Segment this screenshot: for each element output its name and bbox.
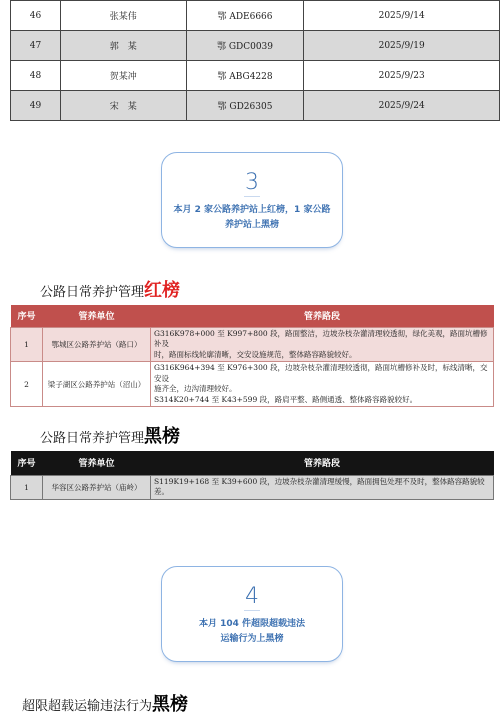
plate-number: 鄂 ABG4228 <box>186 61 304 91</box>
row-seq: 2 <box>11 362 43 407</box>
row-seq: 1 <box>11 475 43 499</box>
row-number: 48 <box>11 61 61 91</box>
row-road <box>151 327 494 362</box>
road-line: G316K978+000 至 K997+800 段，路面整洁，边坡杂枝杂灌清理较透彻，绿化美观，路面坑槽修补及 <box>154 328 488 348</box>
badge-text-line-2: 运输行为上黑榜 <box>220 634 284 644</box>
row-number: 46 <box>11 1 61 31</box>
overload-list-title <box>22 690 188 715</box>
red-list-title-prefix: 公路日常养护管理 <box>40 285 145 300</box>
violation-date: 2025/9/23 <box>304 61 500 91</box>
violation-date: 2025/9/14 <box>304 1 500 31</box>
header-unit: 管养单位 <box>43 451 151 475</box>
row-road <box>151 362 494 407</box>
header-seq: 序号 <box>11 451 43 475</box>
badge-text-line-1: 本月 104 件超限超载违法 <box>198 619 306 629</box>
road-line: G316K964+394 至 K976+300 段，边坡杂枝杂灌清理较透彻，路面坑槽修补及时，标线清晰，交安设 <box>154 363 488 383</box>
table-header-row <box>11 451 494 475</box>
badge-number: 3 <box>245 170 259 195</box>
overload-title-highlight: 黑榜 <box>152 694 189 715</box>
road-line: 施齐全，边沟清理较好。 <box>154 384 237 393</box>
violations-table <box>10 0 500 121</box>
plate-number: 鄂 ADE6666 <box>186 1 304 31</box>
table-row <box>11 61 500 91</box>
driver-name: 郭 某 <box>60 31 186 61</box>
table-row <box>11 362 494 407</box>
header-unit: 管养单位 <box>43 305 151 327</box>
badge-divider <box>244 196 260 197</box>
row-road: S119K19+168 至 K39+600 段，边坡杂枝杂灌清理缓慢，路面拥包处理不及时，整体路容路貌较差。 <box>151 475 494 499</box>
row-seq: 1 <box>11 327 43 362</box>
badge-text-line-2: 养护站上黑榜 <box>224 220 279 230</box>
header-road: 管养路段 <box>151 305 494 327</box>
badge-divider <box>244 610 260 611</box>
table-row <box>11 1 500 31</box>
summary-badge-3 <box>161 152 343 248</box>
header-seq: 序号 <box>11 305 43 327</box>
road-line: S314K20+744 至 K43+599 段，路肩平整、路侧通透、整体路容路貌较好。 <box>154 394 418 404</box>
red-list-table <box>10 305 494 407</box>
table-header-row <box>11 305 494 327</box>
row-unit: 鄂城区公路养护站（路口） <box>43 327 151 362</box>
red-list-title-highlight: 红榜 <box>144 280 181 301</box>
plate-number: 鄂 GDC0039 <box>186 31 304 61</box>
table-row <box>11 31 500 61</box>
overload-title-prefix: 超限超载运输违法行为 <box>22 699 153 714</box>
red-list-title <box>40 276 180 302</box>
plate-number: 鄂 GD26305 <box>186 91 304 121</box>
driver-name: 贺某冲 <box>60 61 186 91</box>
violation-date: 2025/9/24 <box>304 91 500 121</box>
row-number: 47 <box>11 31 61 61</box>
road-line: 时，路面标线轮廓清晰，交安设施规范，整体路容路貌较好。 <box>154 349 357 359</box>
badge-text-line-1: 本月 2 家公路养护站上红榜，1 家公路 <box>173 205 331 215</box>
black-list-title-prefix: 公路日常养护管理 <box>40 431 145 446</box>
summary-badge-4 <box>161 566 343 662</box>
row-unit: 华容区公路养护站（庙岭） <box>43 475 151 499</box>
row-number: 49 <box>11 91 61 121</box>
header-road: 管养路段 <box>151 451 494 475</box>
black-list-title-highlight: 黑榜 <box>144 426 181 447</box>
black-list-table <box>10 451 494 500</box>
table-row <box>11 475 494 499</box>
violation-date: 2025/9/19 <box>304 31 500 61</box>
table-row <box>11 91 500 121</box>
badge-number: 4 <box>245 584 259 609</box>
row-unit: 梁子湖区公路养护站（沼山） <box>43 362 151 407</box>
black-list-title <box>40 422 180 448</box>
driver-name: 张某伟 <box>60 1 186 31</box>
driver-name: 宋 某 <box>60 91 186 121</box>
table-row <box>11 327 494 362</box>
